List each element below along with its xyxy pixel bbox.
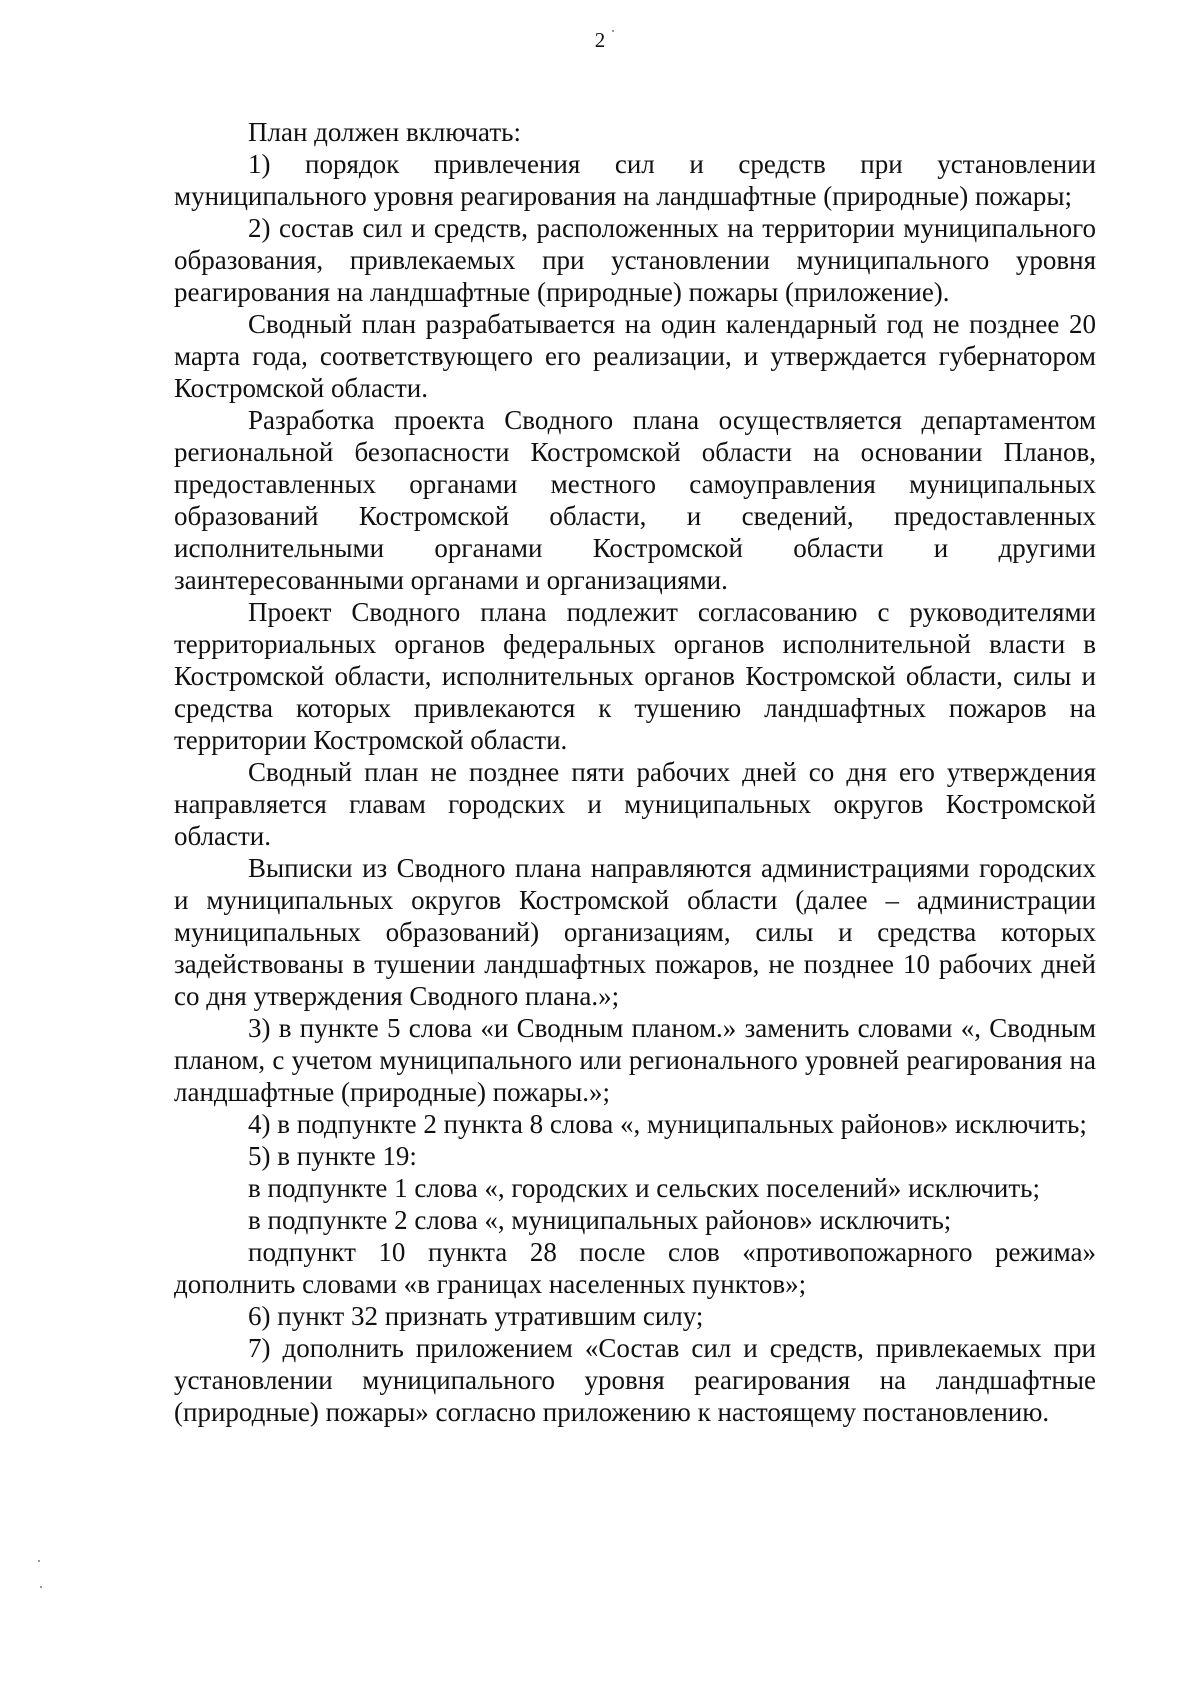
- paragraph-plan-approval: Проект Сводного плана подлежит согласованию с руководителями территориальных органов федеральных органов исполнительной власти в Костромской области, исполнительных органов Костромской области, силы и средства которых привлекаются к тушению ландшафтных пожаров на территории Костромской области.: [174, 597, 1096, 755]
- paragraph-plan-distribution: Сводный план не позднее пяти рабочих дней со дня его утверждения направляется главам городских и муниципальных округов Костромской области.: [174, 757, 1096, 851]
- paragraph-amendment-4: 4) в подпункте 2 пункта 8 слова «, муниципальных районов» исключить;: [248, 1109, 1087, 1139]
- paragraph-amendment-7: 7) дополнить приложением «Состав сил и средств, привлекаемых при установлении муниципального уровня реагирования на ландшафтные (природные) пожары» согласно приложению к настоящему постановлению.: [174, 1333, 1096, 1427]
- paragraph-amendment-5-sub-10: подпункт 10 пункта 28 после слов «противопожарного режима» дополнить словами «в границах населенных пунктов»;: [174, 1237, 1096, 1299]
- paragraph-item-1: 1) порядок привлечения сил и средств при установлении муниципального уровня реагирования на ландшафтные (природные) пожары;: [174, 149, 1096, 211]
- scan-speck: [612, 30, 614, 32]
- paragraph-plan-includes: План должен включать:: [248, 117, 521, 147]
- paragraph-item-2: 2) состав сил и средств, расположенных на территории муниципального образования, привлекаемых при установлении муниципального уровня реагирования на ландшафтные (природные) пожары (приложение).: [174, 213, 1096, 307]
- page-number: 2: [594, 28, 606, 52]
- paragraph-amendment-5-sub-2: в подпункте 2 слова «, муниципальных районов» исключить;: [248, 1205, 952, 1235]
- paragraph-plan-development: Разработка проекта Сводного плана осуществляется департаментом региональной безопасности Костромской области на основании Планов, предоставленных органами местного самоуправления муниципальных образований Костромской области, и сведений, предоставленных исполнительными органами Костромской области и другими заинтересованными органами и организациями.: [174, 405, 1096, 595]
- paragraph-amendment-5-sub-1: в подпункте 1 слова «, городских и сельских поселений» исключить;: [248, 1173, 1040, 1203]
- scan-speck: [40, 1586, 42, 1588]
- paragraph-amendment-5: 5) в пункте 19:: [248, 1141, 417, 1171]
- paragraph-plan-extracts: Выписки из Сводного плана направляются администрациями городских и муниципальных округов Костромской области (далее – администрации муниципальных образований) организациям, силы и средства которых задействованы в тушении ландшафтных пожаров, не позднее 10 рабочих дней со дня утверждения Сводного плана.»;: [174, 853, 1096, 1011]
- paragraph-amendment-6: 6) пункт 32 признать утратившим силу;: [248, 1301, 704, 1331]
- paragraph-summary-plan-term: Сводный план разрабатывается на один календарный год не позднее 20 марта года, соответствующего его реализации, и утверждается губернатором Костромской области.: [174, 309, 1096, 403]
- scan-speck: [38, 1560, 40, 1562]
- document-body: [174, 116, 1096, 1428]
- paragraph-amendment-3: 3) в пункте 5 слова «и Сводным планом.» заменить словами «, Сводным планом, с учетом муниципального или регионального уровней реагирования на ландшафтные (природные) пожары.»;: [174, 1013, 1096, 1107]
